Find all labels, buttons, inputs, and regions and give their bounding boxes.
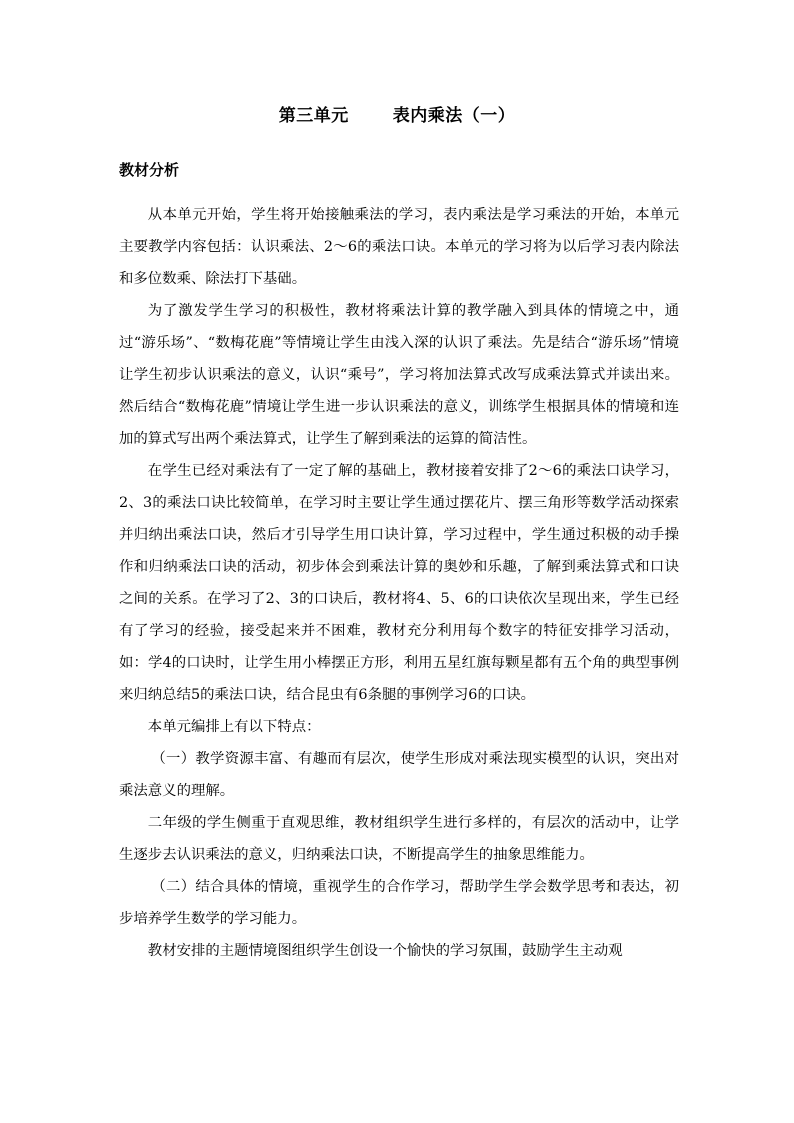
paragraph-multiplication-table: 在学生已经对乘法有了一定了解的基础上，教材接着安排了2～6的乘法口诀学习，2、3的乘法口诀比较简单，在学习时主要让学生通过摆花片、摆三角形等数学活动探索并归纳出乘法口诀，然后才引导学生用口诀计算，学习过程中，学生通过积极的动手操作和归纳乘法口诀的活动，初步体会到乘法计算的奥妙和乐趣，了解到乘法算式和口诀之间的关系。在学习了2、3的口诀后，教材将4、5、6的口诀依次呈现出来，学生已经有了学习的经验，接受起来并不困难，教材充分利用每个数字的特征安排学习活动，如：学4的口诀时，让学生用小棒摆正方形，利用五星红旗每颗星都有五个角的典型事例来归纳总结5的乘法口诀，结合昆虫有6条腿的事例学习6的口诀。 [119,463,679,703]
paragraph-features-intro: 本单元编排上有以下特点： [147,719,321,735]
paragraph-feature-one-detail: 二年级的学生侧重于直观思维，教材组织学生进行多样的，有层次的活动中，让学生逐步去认识乘法的意义，归纳乘法口诀，不断提高学生的抽象思维能力。 [119,815,679,863]
page-title [0,103,794,129]
paragraph-feature-one: （一）教学资源丰富、有趣而有层次，使学生形成对乘法现实模型的认识，突出对乘法意义的理解。 [119,751,679,799]
document-body [119,199,679,967]
paragraph-feature-two: （二）结合具体的情境，重视学生的合作学习，帮助学生学会数学思考和表达，初步培养学生数学的学习能力。 [119,879,679,927]
paragraph-intro: 从本单元开始，学生将开始接触乘法的学习，表内乘法是学习乘法的开始，本单元主要教学内容包括：认识乘法、2～6的乘法口诀。本单元的学习将为以后学习表内除法和多位数乘、除法打下基础。 [119,207,679,287]
paragraph-motivation: 为了激发学生学习的积极性，教材将乘法计算的教学融入到具体的情境之中，通过“游乐场”、“数梅花鹿”等情境让学生由浅入深的认识了乘法。先是结合“游乐场”情境让学生初步认识乘法的意义，认识“乘号”，学习将加法算式改写成乘法算式并读出来。然后结合“数梅花鹿”情境让学生进一步认识乘法的意义，训练学生根据具体的情境和连加的算式写出两个乘法算式，让学生了解到乘法的运算的简洁性。 [119,303,679,447]
title-topic: 表内乘法（一） [392,106,516,126]
title-unit: 第三单元 [278,106,349,126]
paragraph-feature-two-detail: 教材安排的主题情境图组织学生创设一个愉快的学习氛围，鼓励学生主动观 [147,943,623,959]
section-heading: 教材分析 [119,161,180,179]
